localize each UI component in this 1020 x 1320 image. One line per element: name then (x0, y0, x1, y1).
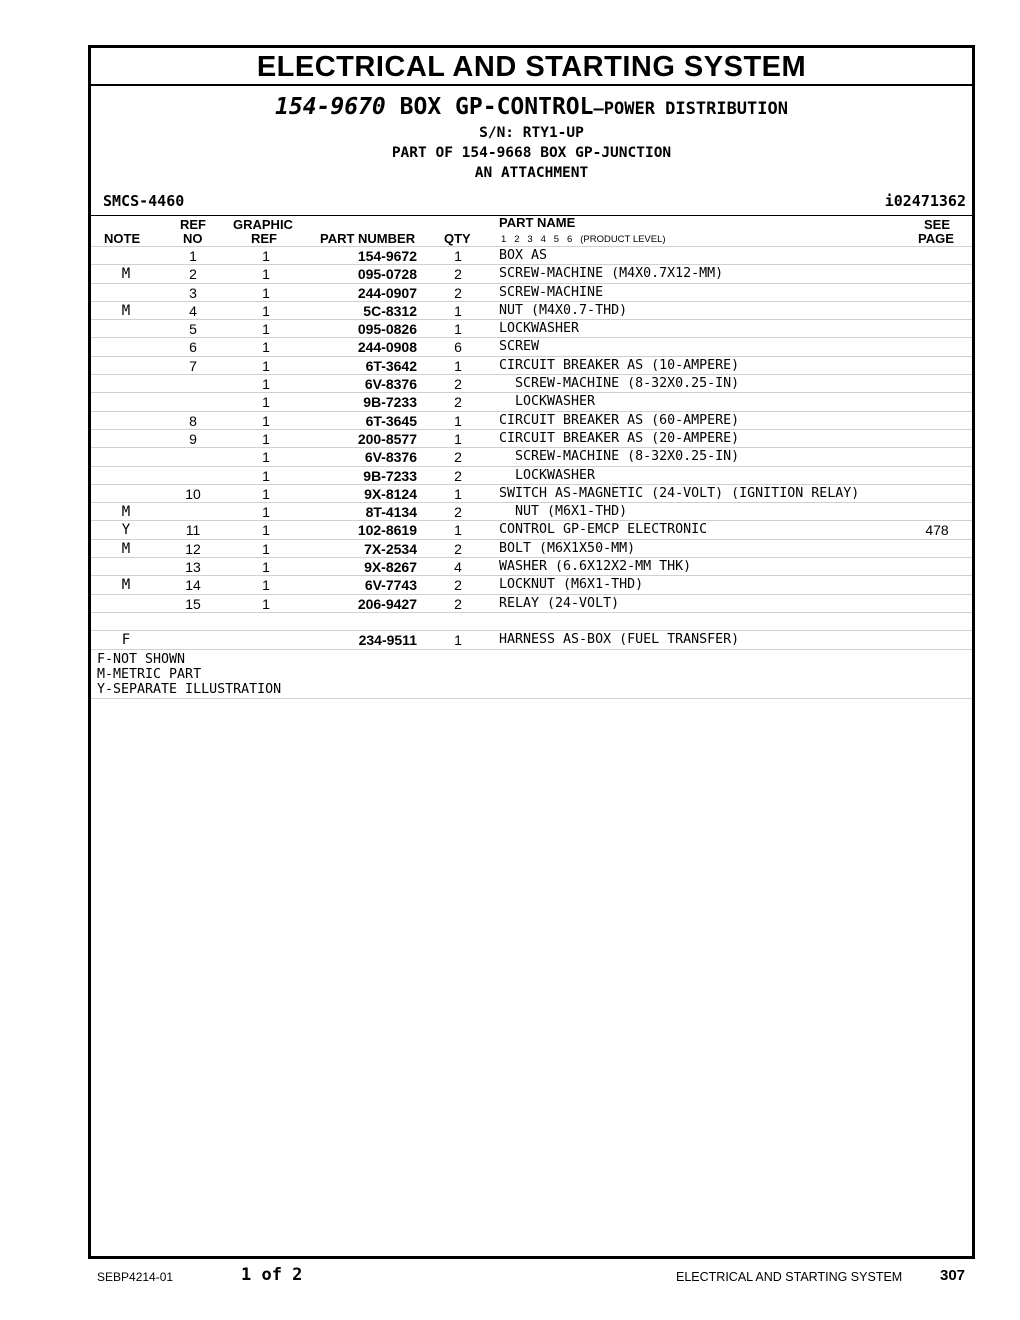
table-row (91, 447, 972, 465)
part-name-cell: NUT (M6X1-THD) (499, 504, 628, 520)
page-frame (88, 45, 975, 1259)
graphic-ref-cell: 1 (262, 504, 270, 521)
ref-number-cell: 12 (185, 540, 201, 557)
quantity-cell: 2 (454, 540, 462, 557)
page-of-label: 1 of 2 (241, 1265, 303, 1285)
table-row (91, 575, 972, 593)
ref-number-cell: 1 (189, 248, 197, 264)
graphic-ref-cell: 1 (262, 266, 270, 283)
col-ref-bottom: NO (183, 231, 203, 246)
part-name-cell: CIRCUIT BREAKER AS (60-AMPERE) (499, 412, 740, 428)
quantity-cell: 1 (454, 632, 462, 649)
graphic-ref-cell: 1 (262, 339, 270, 356)
group-part-number: 154-9670 (275, 94, 386, 120)
part-number-cell: 102-8619 (357, 522, 417, 539)
col-ref-top: REF (180, 217, 206, 232)
part-name-cell: HARNESS AS-BOX (FUEL TRANSFER) (499, 632, 740, 648)
graphic-ref-cell: 1 (262, 394, 270, 411)
part-number-cell: 8T-4134 (365, 504, 417, 521)
group-description: —POWER DISTRIBUTION (593, 99, 788, 119)
col-see-top: SEE (924, 217, 951, 232)
column-headers (91, 216, 972, 246)
part-number-cell: 244-0908 (357, 339, 417, 356)
part-name-cell: SCREW-MACHINE (499, 284, 604, 300)
part-name-cell: CONTROL GP-EMCP ELECTRONIC (499, 522, 708, 538)
table-row (91, 264, 972, 282)
part-number-cell: 9X-8267 (364, 559, 417, 576)
ref-number-cell: 4 (189, 302, 197, 319)
part-of-line: PART OF 154-9668 BOX GP-JUNCTION (391, 145, 672, 161)
graphic-ref-cell: 1 (262, 449, 270, 466)
part-name-cell: CIRCUIT BREAKER AS (10-AMPERE) (499, 357, 740, 373)
table-row (91, 356, 972, 374)
part-number-cell: 154-9672 (357, 248, 417, 264)
note-cell: M (121, 302, 131, 319)
part-name-cell: CIRCUIT BREAKER AS (20-AMPERE) (499, 430, 740, 446)
quantity-cell: 1 (454, 357, 462, 374)
part-name-cell: SCREW-MACHINE (M4X0.7X12-MM) (499, 266, 724, 282)
page-title: ELECTRICAL AND STARTING SYSTEM (256, 51, 807, 83)
ref-number-cell: 10 (185, 485, 201, 502)
note-line: F-NOT SHOWN (97, 651, 186, 667)
col-product-levels: 1 2 3 4 5 6 (PRODUCT LEVEL) (501, 234, 666, 245)
table-row (91, 612, 972, 630)
graphic-ref-cell: 1 (262, 376, 270, 393)
quantity-cell: 1 (454, 430, 462, 447)
part-number-cell: 9X-8124 (364, 485, 417, 502)
graphic-ref-cell: 1 (262, 540, 270, 557)
part-number-cell: 7X-2534 (364, 540, 417, 557)
ref-number-cell: 6 (189, 339, 197, 356)
notes-legend (91, 649, 972, 699)
table-row (91, 283, 972, 301)
graphic-ref-cell: 1 (262, 430, 270, 447)
group-heading (91, 93, 972, 123)
graphic-ref-cell: 1 (262, 467, 270, 484)
table-row (91, 301, 972, 319)
ref-number-cell: 3 (189, 284, 197, 301)
part-name-cell: SCREW-MACHINE (8-32X0.25-IN) (499, 449, 740, 465)
table-row (91, 429, 972, 447)
part-name-cell: BOX AS (499, 248, 548, 263)
part-number-cell: 6V-8376 (364, 376, 417, 393)
part-number-cell: 9B-7233 (363, 467, 417, 484)
table-row (91, 539, 972, 557)
attachment-line: AN ATTACHMENT (474, 165, 589, 181)
group-name: BOX GP-CONTROL (399, 94, 594, 120)
ref-number-cell: 9 (189, 430, 197, 447)
ref-number-cell: 14 (185, 577, 201, 594)
graphic-ref-cell: 1 (262, 595, 270, 612)
col-part-number: PART NUMBER (320, 231, 416, 246)
ref-number-cell: 13 (185, 559, 201, 576)
part-number-cell: 234-9511 (358, 632, 417, 649)
ref-number-cell: 8 (189, 412, 197, 429)
note-line: Y-SEPARATE ILLUSTRATION (97, 681, 282, 697)
part-name-cell: SCREW (499, 339, 540, 355)
part-number-cell: 5C-8312 (363, 302, 417, 319)
graphic-ref-cell: 1 (262, 522, 270, 539)
table-row (91, 374, 972, 392)
table-row (91, 466, 972, 484)
part-name-cell: WASHER (6.6X12X2-MM THK) (499, 559, 692, 575)
smcs-row (91, 188, 972, 216)
serial-number: S/N: RTY1-UP (479, 125, 584, 141)
quantity-cell: 1 (454, 522, 462, 539)
note-cell: M (121, 577, 131, 594)
part-number-cell: 200-8577 (357, 430, 417, 447)
part-number-cell: 206-9427 (357, 595, 417, 612)
quantity-cell: 1 (454, 485, 462, 502)
col-qty: QTY (444, 231, 471, 246)
table-row (91, 520, 972, 538)
ref-number-cell: 5 (189, 321, 197, 338)
quantity-cell: 4 (454, 559, 462, 576)
part-name-cell: RELAY (24-VOLT) (499, 595, 620, 611)
graphic-ref-cell: 1 (262, 321, 270, 338)
quantity-cell: 2 (454, 577, 462, 594)
part-number-cell: 6V-7743 (364, 577, 417, 594)
table-row (91, 411, 972, 429)
col-part-name: PART NAME (499, 215, 576, 230)
ref-number-cell: 15 (185, 595, 201, 612)
quantity-cell: 2 (454, 595, 462, 612)
graphic-ref-cell: 1 (262, 577, 270, 594)
part-name-cell: SCREW-MACHINE (8-32X0.25-IN) (499, 376, 740, 392)
note-cell: M (121, 540, 131, 557)
ref-number-cell: 7 (189, 357, 197, 374)
quantity-cell: 2 (454, 449, 462, 466)
part-number-cell: 095-0728 (357, 266, 417, 283)
table-row (91, 484, 972, 502)
table-row (91, 502, 972, 520)
title-bar (91, 48, 972, 86)
col-note: NOTE (104, 231, 141, 246)
part-number-cell: 6V-8376 (364, 449, 417, 466)
part-number-cell: 6T-3642 (365, 357, 417, 374)
note-cell: M (121, 266, 131, 283)
page-footer (0, 1262, 1020, 1292)
note-line: M-METRIC PART (97, 666, 202, 682)
quantity-cell: 1 (454, 321, 462, 338)
part-name-cell: LOCKNUT (M6X1-THD) (499, 577, 644, 593)
part-number-cell: 9B-7233 (363, 394, 417, 411)
graphic-ref-cell: 1 (262, 357, 270, 374)
ref-number-cell: 2 (189, 266, 197, 283)
footer-section-title: ELECTRICAL AND STARTING SYSTEM (676, 1270, 903, 1284)
table-row (91, 246, 972, 264)
graphic-ref-cell: 1 (262, 302, 270, 319)
part-name-cell: SWITCH AS-MAGNETIC (24-VOLT) (IGNITION RELAY) (499, 485, 860, 501)
illustration-id: i02471362 (884, 192, 966, 210)
page-number: 307 (940, 1267, 966, 1284)
smcs-code: SMCS-4460 (103, 192, 185, 210)
note-cell: F (121, 632, 131, 649)
table-row (91, 594, 972, 612)
quantity-cell: 2 (454, 376, 462, 393)
graphic-ref-cell: 1 (262, 485, 270, 502)
part-name-cell: NUT (M4X0.7-THD) (499, 302, 628, 318)
col-graphic-top: GRAPHIC (233, 217, 293, 232)
quantity-cell: 2 (454, 467, 462, 484)
quantity-cell: 2 (454, 284, 462, 301)
document-id: SEBP4214-01 (97, 1270, 174, 1284)
parts-table (91, 246, 972, 649)
table-row (91, 630, 972, 648)
table-row (91, 392, 972, 410)
part-name-cell: LOCKWASHER (499, 467, 596, 483)
table-row (91, 337, 972, 355)
part-name-cell: LOCKWASHER (499, 394, 596, 410)
quantity-cell: 2 (454, 394, 462, 411)
table-row (91, 557, 972, 575)
graphic-ref-cell: 1 (262, 284, 270, 301)
quantity-cell: 2 (454, 266, 462, 283)
graphic-ref-cell: 1 (262, 559, 270, 576)
note-cell: Y (121, 522, 131, 539)
ref-number-cell: 11 (185, 522, 201, 539)
quantity-cell: 2 (454, 504, 462, 521)
part-number-cell: 6T-3645 (365, 412, 417, 429)
col-see-bottom: PAGE (918, 231, 954, 246)
quantity-cell: 1 (454, 412, 462, 429)
part-number-cell: 244-0907 (357, 284, 417, 301)
quantity-cell: 1 (454, 302, 462, 319)
part-name-cell: BOLT (M6X1X50-MM) (499, 540, 636, 556)
note-cell: M (121, 504, 131, 521)
quantity-cell: 1 (454, 248, 462, 264)
graphic-ref-cell: 1 (262, 248, 270, 264)
quantity-cell: 6 (454, 339, 462, 356)
col-graphic-bottom: REF (251, 231, 277, 246)
graphic-ref-cell: 1 (262, 412, 270, 429)
see-page-cell: 478 (925, 522, 949, 539)
table-row (91, 319, 972, 337)
part-number-cell: 095-0826 (357, 321, 417, 338)
part-name-cell: LOCKWASHER (499, 321, 580, 337)
